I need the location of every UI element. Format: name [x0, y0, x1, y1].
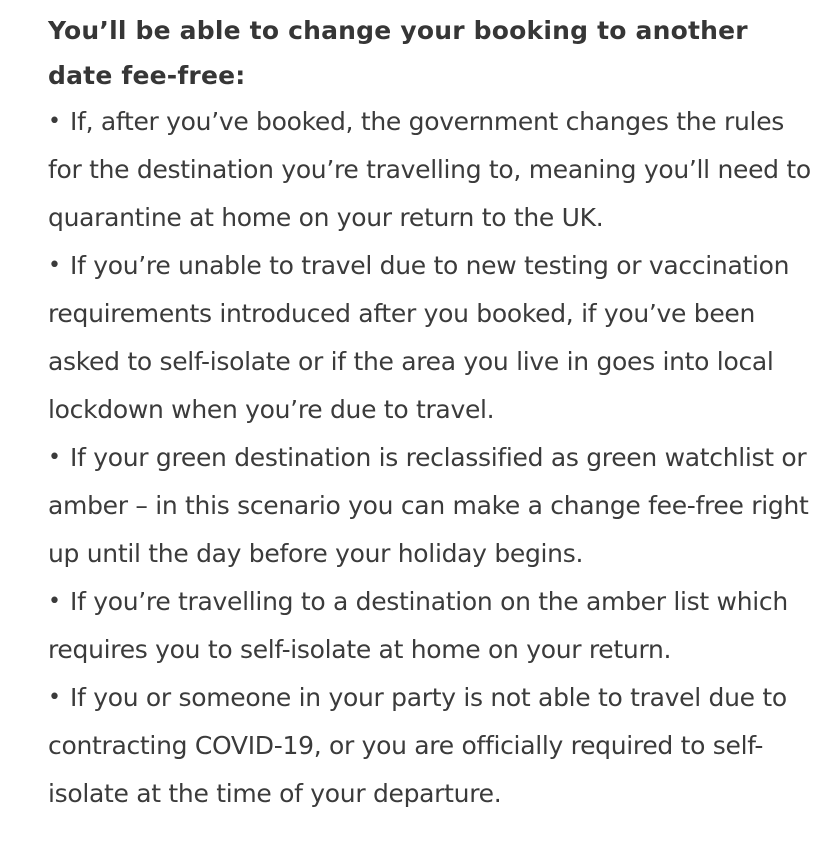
bullet-icon: •: [48, 685, 61, 710]
section-heading: You’ll be able to change your booking to another date fee-free:: [48, 16, 748, 90]
bullet-icon: •: [48, 253, 61, 278]
list-item: [48, 578, 818, 674]
bullet-icon: •: [48, 109, 61, 134]
list-item: [48, 434, 818, 578]
conditions-list: [48, 98, 818, 818]
list-item-text: If your green destination is reclassified as green watchlist or amber – in this scenario you can make a change fee-free right up until the day before your holiday begins.: [48, 443, 809, 568]
list-item: [48, 674, 818, 818]
bullet-icon: •: [48, 445, 61, 470]
bullet-icon: •: [48, 589, 61, 614]
list-item: [48, 98, 818, 242]
list-item-text: If, after you’ve booked, the government changes the rules for the destination you’re travelling to, meaning you’ll need to quarantine at home on your return to the UK.: [48, 107, 811, 232]
list-item-text: If you’re travelling to a destination on the amber list which requires you to self-isolate at home on your return.: [48, 587, 788, 664]
list-item-text: If you’re unable to travel due to new testing or vaccination requirements introduced after you booked, if you’ve been asked to self-isolate or if the area you live in goes into local lockdown when you’re due to travel.: [48, 251, 790, 424]
policy-text-block: [48, 8, 818, 818]
list-item: [48, 242, 818, 434]
list-item-text: If you or someone in your party is not able to travel due to contracting COVID-19, or you are officially required to self-isolate at the time of your departure.: [48, 683, 787, 808]
